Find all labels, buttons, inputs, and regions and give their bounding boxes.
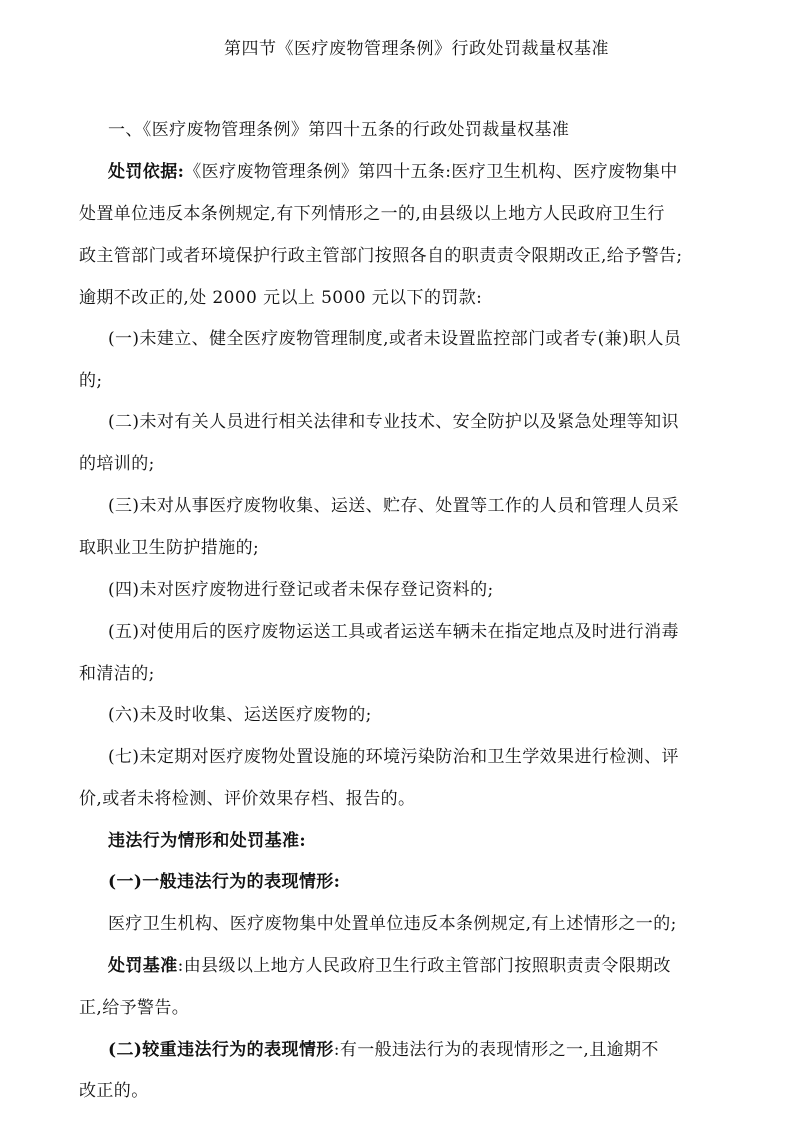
basis-label: 处罚依据: [108,162,185,182]
general-penalty-line-2: 正,给予警告。 [79,998,190,1018]
serious-label: (二)较重违法行为的表现情形 [108,1040,334,1060]
penalty-label: 处罚基准 [108,956,178,976]
page-title: 第四节《医疗废物管理条例》行政处罚裁量权基准 [224,39,609,59]
basis-text-1: 《医疗废物管理条例》第四十五条:医疗卫生机构、医疗废物集中 [184,162,678,182]
general-text: 医疗卫生机构、医疗废物集中处置单位违反本条例规定,有上述情形之一的; [108,914,677,934]
serious-line-2: 改正的。 [79,1081,149,1101]
standards-heading: 违法行为情形和处罚基准: [108,831,307,851]
list-item-cont: 的; [79,371,103,391]
list-item: (五)对使用后的医疗废物运送工具或者运送车辆未在指定地点及时进行消毒 [108,622,679,642]
list-item: (二)未对有关人员进行相关法律和专业技术、安全防护以及紧急处理等知识 [108,412,679,432]
section-heading: 一、《医疗废物管理条例》第四十五条的行政处罚裁量权基准 [108,120,570,140]
list-item-cont: 的培训的; [79,454,155,474]
basis-line-3: 政主管部门或者环境保护行政主管部门按照各自的职责责令限期改正,给予警告; [79,246,683,266]
list-item-cont: 取职业卫生防护措施的; [79,538,260,558]
general-heading: (一)一般违法行为的表现情形: [108,872,341,892]
list-item: (四)未对医疗废物进行登记或者未保存登记资料的; [108,580,494,600]
list-item: (一)未建立、健全医疗废物管理制度,或者未设置监控部门或者专(兼)职人员 [108,329,682,349]
penalty-text-1: :由县级以上地方人民政府卫生行政主管部门按照职责责令限期改 [177,956,671,976]
serious-line-1 [108,1038,659,1062]
general-penalty-line-1 [108,954,671,978]
basis-line-4: 逾期不改正的,处 2000 元以上 5000 元以下的罚款: [79,288,483,308]
list-item: (六)未及时收集、运送医疗废物的; [108,705,372,725]
basis-line-2: 处置单位违反本条例规定,有下列情形之一的,由县级以上地方人民政府卫生行 [79,204,665,224]
basis-line-1 [108,160,678,184]
list-item: (三)未对从事医疗废物收集、运送、贮存、处置等工作的人员和管理人员采 [108,496,679,516]
list-item: (七)未定期对医疗废物处置设施的环境污染防治和卫生学效果进行检测、评 [108,747,679,767]
list-item-cont: 价,或者未将检测、评价效果存档、报告的。 [79,789,416,809]
serious-text-1: :有一般违法行为的表现情形之一,且逾期不 [333,1040,659,1060]
list-item-cont: 和清洁的; [79,664,155,684]
